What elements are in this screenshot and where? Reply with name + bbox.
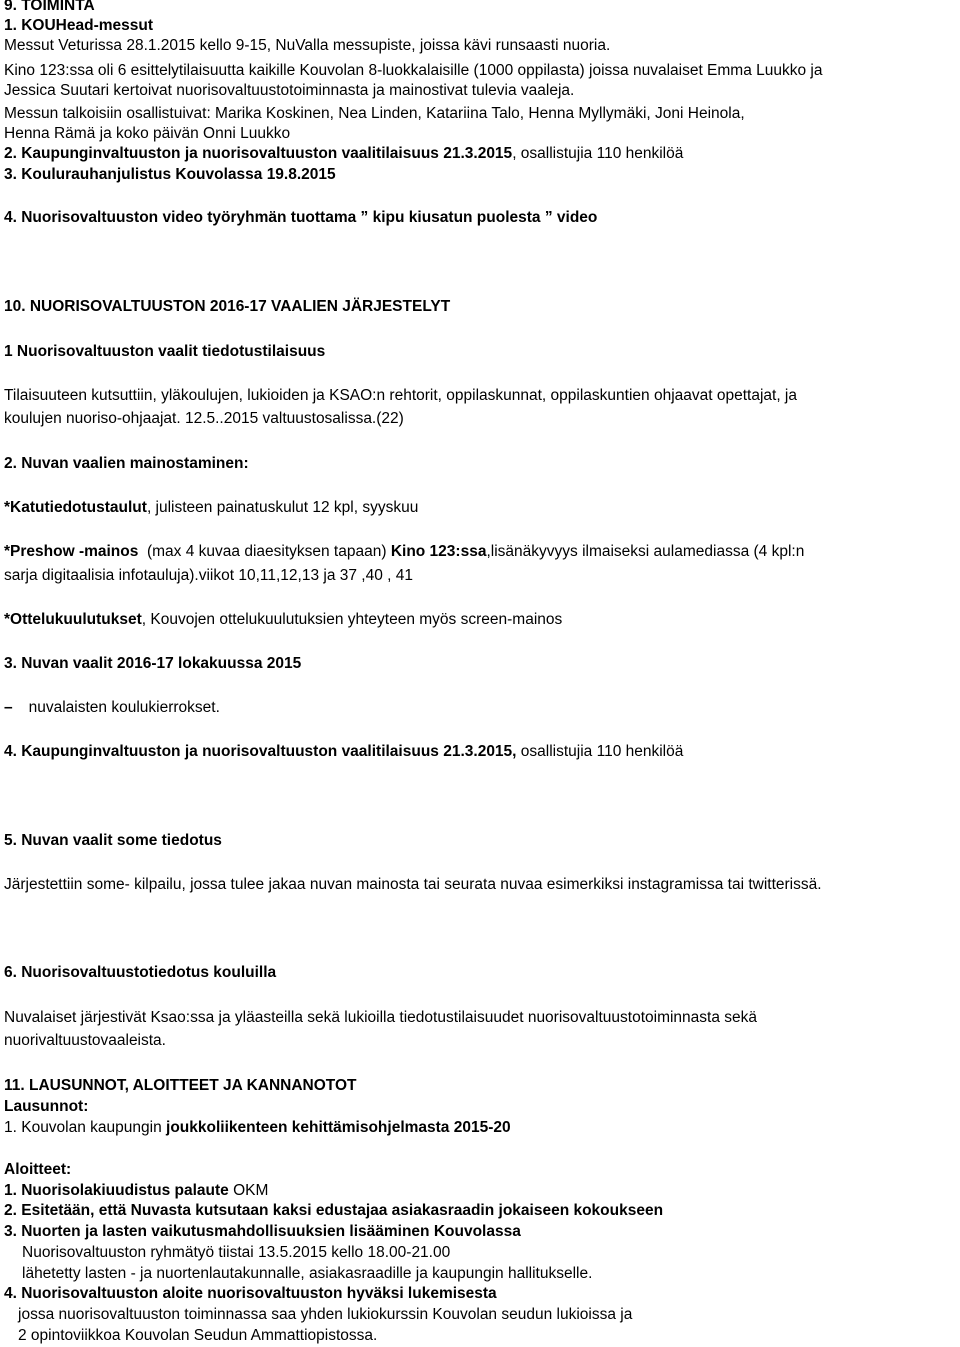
- item-aloite-4: 4. Nuorisovaltuuston aloite nuorisovaltuuston hyväksi lukemisesta: [4, 1285, 497, 1302]
- text-line: sarja digitaalisia infotauluja).viikot 10,11,12,13 ja 37 ,40 , 41: [4, 567, 414, 584]
- subheading-mainostaminen: 2. Nuvan vaalien mainostaminen:: [4, 455, 249, 472]
- bold-part: *Preshow -mainos: [4, 543, 139, 560]
- plain-part: nuvalaisten koulukierrokset.: [28, 699, 220, 716]
- item-aloite-3: 3. Nuorten ja lasten vaikutusmahdollisuuksien lisääminen Kouvolassa: [4, 1223, 521, 1240]
- subheading-some: 5. Nuvan vaalit some tiedotus: [4, 832, 222, 849]
- item-katutiedotustaulut: [4, 498, 418, 518]
- bold-part: Kino 123:ssa: [390, 543, 487, 560]
- bold-part: 4. Kaupunginvaltuuston ja nuorisovaltuuston vaalitilaisuus 21.3.2015,: [4, 743, 517, 760]
- text-line: Nuorisovaltuuston ryhmätyö tiistai 13.5.2015 kello 18.00-21.00: [22, 1244, 451, 1261]
- section-10-title: 10. NUORISOVALTUUSTON 2016-17 VAALIEN JÄRJESTELYT: [4, 298, 451, 315]
- subheading-tiedotustilaisuus: 1 Nuorisovaltuuston vaalit tiedotustilaisuus: [4, 343, 326, 360]
- item-vaalitilaisuus: [4, 144, 683, 164]
- item-kouhead: 1. KOUHead-messut: [4, 17, 154, 34]
- text-line: koulujen nuoriso-ohjaajat. 12.5..2015 valtuustosalissa.(22): [4, 410, 404, 427]
- dash: –: [4, 699, 13, 716]
- text-line: Kino 123:ssa oli 6 esittelytilaisuutta kaikille Kouvolan 8-luokkalaisille (1000 oppilasta) joissa nuvalaiset Emma Luukko ja: [4, 62, 823, 79]
- text-line: Messun talkoisiin osallistuivat: Marika Koskinen, Nea Linden, Katariina Talo, Henna Myllymäki, Joni Heinola,: [4, 105, 745, 122]
- plain-part: , osallistujia 110 henkilöä: [512, 145, 684, 162]
- plain-part: , julisteen painatuskulut 12 kpl, syyskuu: [146, 499, 419, 516]
- text-line: Henna Rämä ja koko päivän Onni Luukko: [4, 125, 291, 142]
- item-vaalitilaisuus-2: [4, 742, 683, 762]
- section-11-title: 11. LAUSUNNOT, ALOITTEET JA KANNANOTOT: [4, 1077, 357, 1094]
- subheading-vaalit-lokakuu: 3. Nuvan vaalit 2016-17 lokakuussa 2015: [4, 655, 302, 672]
- item-aloite-2: 2. Esitetään, että Nuvasta kutsutaan kaksi edustajaa asiakasraadin jokaiseen kokoukseen: [4, 1202, 664, 1219]
- text-line: Nuvalaiset järjestivät Ksao:ssa ja yläasteilla sekä lukioilla tiedotustilaisuudet nuorisovaltuustotoiminnasta sekä: [4, 1009, 758, 1026]
- item-lausunto-1: [4, 1118, 511, 1138]
- item-koulurauha: 3. Koulurauhanjulistus Kouvolassa 19.8.2015: [4, 166, 336, 183]
- text-line: Messut Veturissa 28.1.2015 kello 9-15, NuValla messupiste, joissa kävi runsaasti nuoria.: [4, 37, 611, 54]
- plain-part: 1. Kouvolan kaupungin: [4, 1119, 167, 1136]
- plain-part: osallistujia 110 henkilöä: [516, 743, 684, 760]
- text-line: Jessica Suutari kertoivat nuorisovaltuustotoiminnasta ja mainostivat tulevia vaaleja.: [4, 82, 575, 99]
- text-line: Tilaisuuteen kutsuttiin, yläkoulujen, lukioiden ja KSAO:n rehtorit, oppilaskunnat, oppilaskuntien ohjaavat opettajat, ja: [4, 387, 797, 404]
- item-video: 4. Nuorisovaltuuston video työryhmän tuottama ” kipu kiusatun puolesta ” video: [4, 209, 598, 226]
- item-aloite-1: [4, 1181, 268, 1201]
- label-lausunnot: Lausunnot:: [4, 1098, 89, 1115]
- item-koulukierrokset: [4, 698, 220, 718]
- label-aloitteet: Aloitteet:: [4, 1161, 72, 1178]
- plain-part: ,lisänäkyvyys ilmaiseksi aulamediassa (4 kpl:n: [486, 543, 805, 560]
- text-line: nuorivaltuustovaaleista.: [4, 1032, 166, 1049]
- plain-part: OKM: [228, 1182, 269, 1199]
- bold-part: 1. Nuorisolakiuudistus palaute: [4, 1182, 229, 1199]
- plain-part: (max 4 kuvaa diaesityksen tapaan): [138, 543, 391, 560]
- subheading-tiedotus-kouluilla: 6. Nuorisovaltuustotiedotus kouluilla: [4, 964, 277, 981]
- text-line: 2 opintoviikkoa Kouvolan Seudun Ammattiopistossa.: [18, 1327, 378, 1344]
- plain-part: , Kouvojen ottelukuulutuksien yhteyteen myös screen-mainos: [141, 611, 563, 628]
- bold-part: 2. Kaupunginvaltuuston ja nuorisovaltuuston vaalitilaisuus 21.3.2015: [4, 145, 513, 162]
- text-line: lähetetty lasten - ja nuortenlautakunnalle, asiakasraadille ja kaupungin hallitukselle.: [22, 1265, 593, 1282]
- item-ottelukuulutukset: [4, 610, 562, 630]
- heading-toiminta: 9. TOIMINTA: [4, 0, 95, 14]
- bold-part: *Ottelukuulutukset: [4, 611, 142, 628]
- text-line: Järjestettiin some- kilpailu, jossa tulee jakaa nuvan mainosta tai seurata nuvaa esimerkiksi instagramissa tai twitterissä.: [4, 876, 822, 893]
- bold-part: *Katutiedotustaulut: [4, 499, 147, 516]
- item-preshow: [4, 542, 804, 562]
- text-line: jossa nuorisovaltuuston toiminnassa saa yhden lukiokurssin Kouvolan seudun lukioissa ja: [18, 1306, 633, 1323]
- bold-part: joukkoliikenteen kehittämisohjelmasta 2015-20: [166, 1119, 511, 1136]
